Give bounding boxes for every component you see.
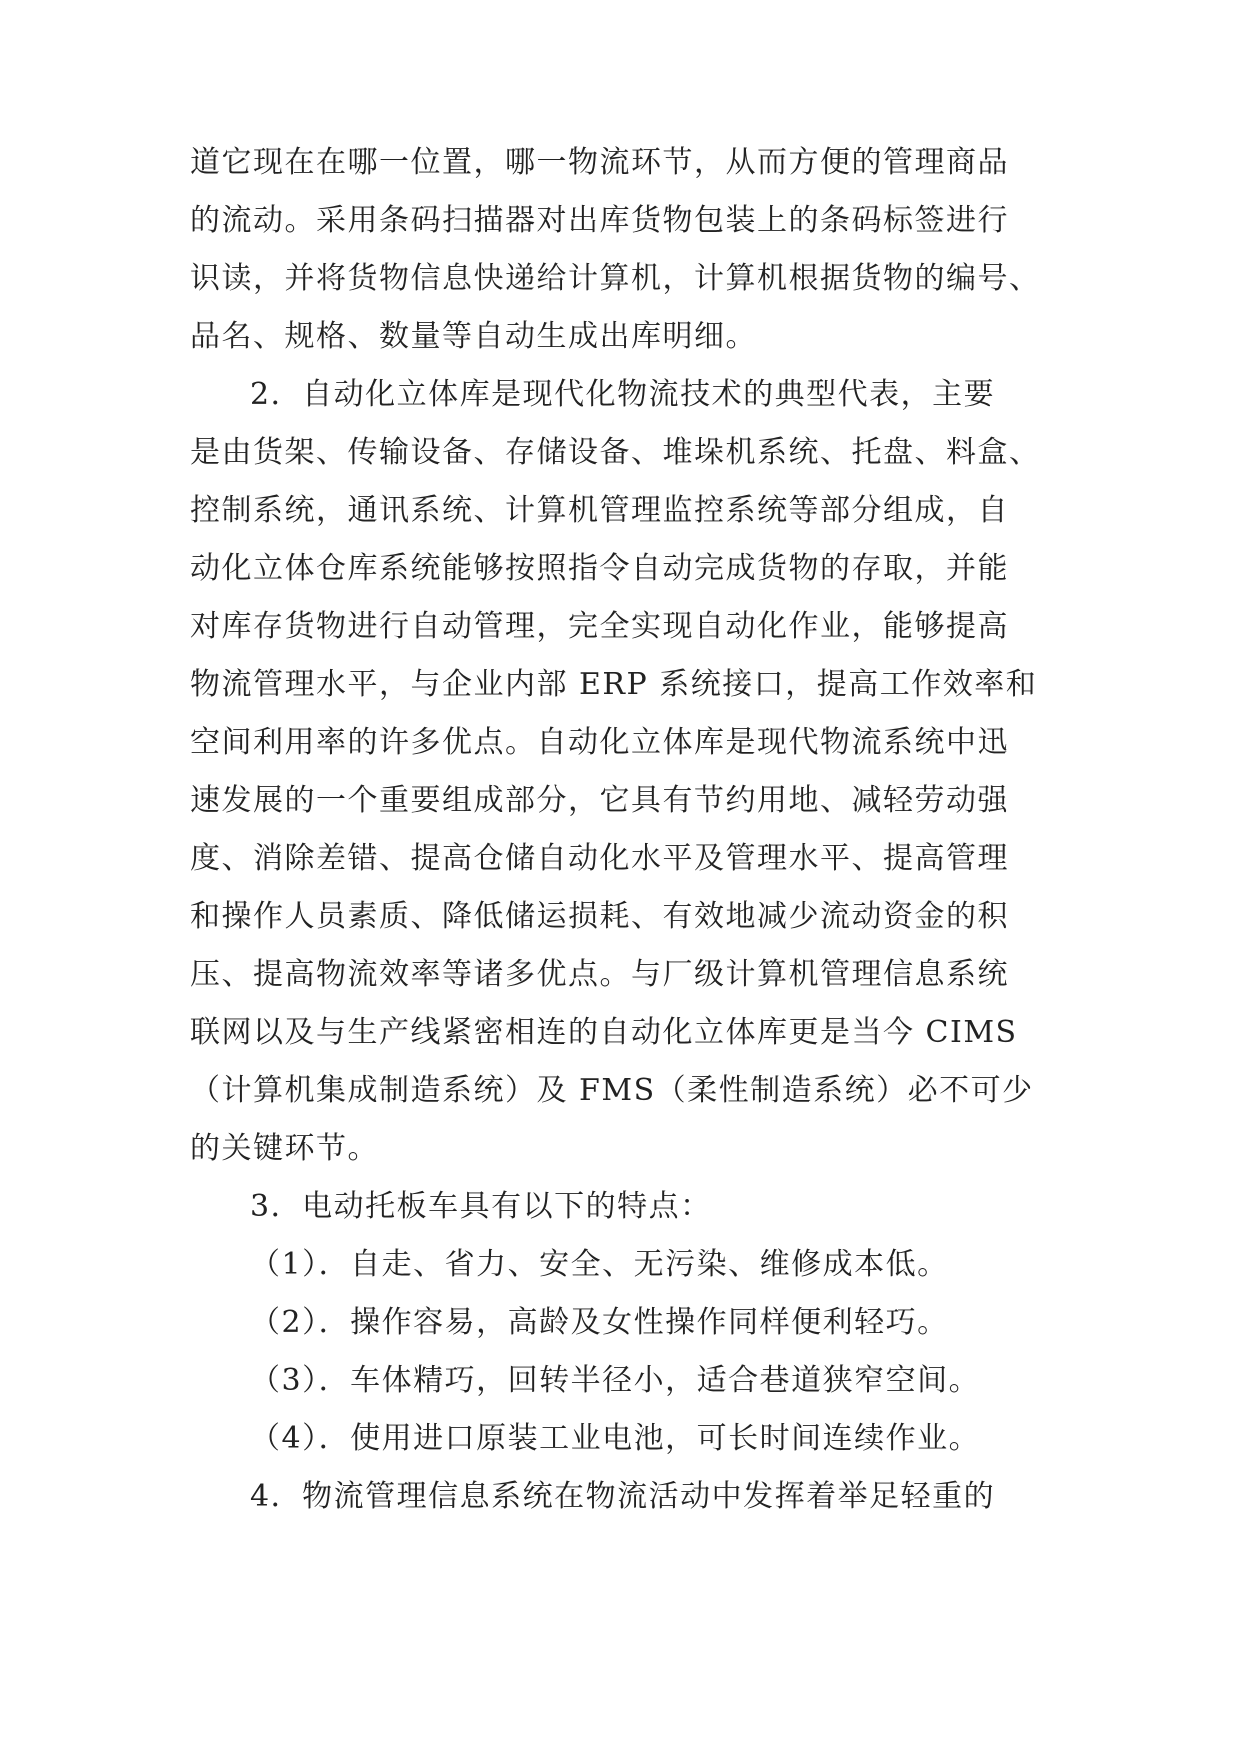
- text-line: 2．自动化立体库是现代化物流技术的典型代表，主要: [250, 377, 996, 412]
- text-line: 识读，并将货物信息快递给计算机，计算机根据货物的编号、: [190, 261, 1041, 296]
- text-line: 压、提高物流效率等诸多优点。与厂级计算机管理信息系统: [190, 957, 1009, 992]
- text-line: 的流动。采用条码扫描器对出库货物包装上的条码标签进行: [190, 203, 1009, 238]
- text-line: 动化立体仓库系统能够按照指令自动完成货物的存取，并能: [190, 551, 1009, 586]
- text-line: 联网以及与生产线紧密相连的自动化立体库更是当今 CIMS: [190, 1015, 1018, 1050]
- text-line: 空间利用率的许多优点。自动化立体库是现代物流系统中迅: [190, 725, 1009, 760]
- list-item: （2）．操作容易，高龄及女性操作同样便利轻巧。: [250, 1305, 949, 1340]
- text-line: 品名、规格、数量等自动生成出库明细。: [190, 319, 757, 354]
- text-line: 和操作人员素质、降低储运损耗、有效地减少流动资金的积: [190, 899, 1009, 934]
- text-line: 速发展的一个重要组成部分，它具有节约用地、减轻劳动强: [190, 783, 1009, 818]
- text-line: 道它现在在哪一位置，哪一物流环节，从而方便的管理商品: [190, 145, 1009, 180]
- text-line: 对库存货物进行自动管理，完全实现自动化作业，能够提高: [190, 609, 1009, 644]
- list-item: （3）．车体精巧，回转半径小，适合巷道狭窄空间。: [250, 1363, 981, 1398]
- text-line: 4．物流管理信息系统在物流活动中发挥着举足轻重的: [250, 1479, 996, 1514]
- text-line: （计算机集成制造系统）及 FMS（柔性制造系统）必不可少: [190, 1073, 1034, 1108]
- list-item: （4）．使用进口原装工业电池，可长时间连续作业。: [250, 1421, 981, 1456]
- text-line: 是由货架、传输设备、存储设备、堆垛机系统、托盘、料盒、: [190, 435, 1041, 470]
- text-line: 度、消除差错、提高仓储自动化水平及管理水平、提高管理: [190, 841, 1009, 876]
- text-line: 物流管理水平，与企业内部 ERP 系统接口，提高工作效率和: [190, 667, 1038, 702]
- text-line: 的关键环节。: [190, 1131, 379, 1166]
- text-line: 控制系统，通讯系统、计算机管理监控系统等部分组成，自: [190, 493, 1009, 528]
- list-item: （1）．自走、省力、安全、无污染、维修成本低。: [250, 1247, 949, 1282]
- text-line: 3．电动托板车具有以下的特点：: [250, 1189, 712, 1224]
